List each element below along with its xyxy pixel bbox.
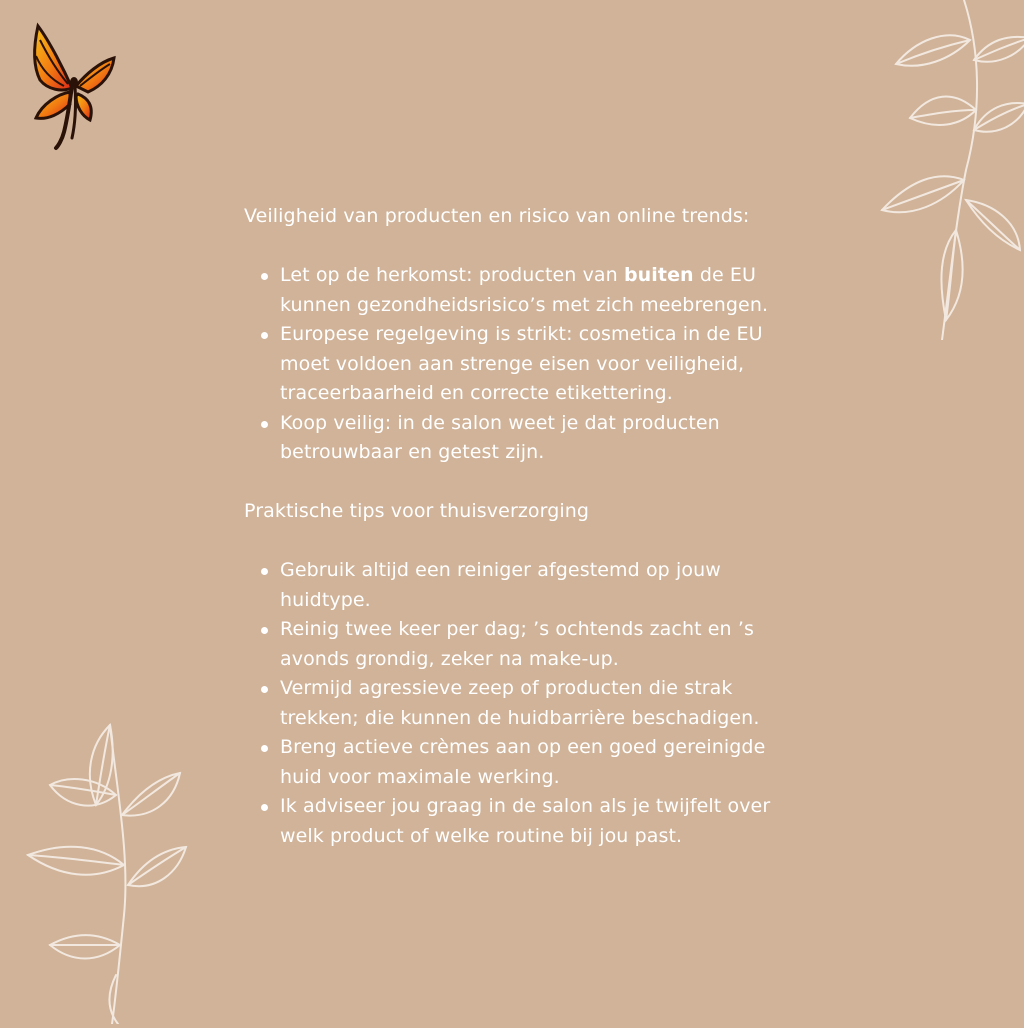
section-title-safety: Veiligheid van producten en risico van online trends: [244,205,750,227]
list-item: Reinig twee keer per dag; ’s ochtends zacht en ’s avonds grondig, zeker na make-up. [244,615,800,674]
list-item: Breng actieve crèmes aan op een goed gereinigde huid voor maximale werking. [244,733,800,792]
list-item: Ik adviseer jou graag in de salon als je twijfelt over welk product of welke routine bij jou past. [244,792,800,851]
leaf-branch-icon [870,0,1024,340]
list-item: Vermijd agressieve zeep of producten die strak trekken; die kunnen de huidbarrière beschadigen. [244,674,800,733]
list-item [244,261,800,320]
leaf-branch-top-right [870,0,1024,340]
list-item: Gebruik altijd een reiniger afgestemd op jouw huidtype. [244,556,800,615]
list-item: Europese regelgeving is strikt: cosmetica in de EU moet voldoen aan strenge eisen voor veiligheid, traceerbaarheid en correcte etikettering. [244,320,800,409]
tips-list [244,556,824,851]
butterfly-logo [28,20,120,152]
list-item: Koop veilig: in de salon weet je dat producten betrouwbaar en getest zijn. [244,409,800,468]
leaf-branch-icon [20,705,190,1024]
list-item-text: de EU kunnen gezondheidsrisico’s met zich meebrengen. [280,264,769,316]
list-item-bold-text: buiten [623,264,694,286]
butterfly-icon [28,20,120,152]
content-block [244,202,824,851]
safety-list [244,261,824,468]
list-item-text: Let op de herkomst: producten van [280,264,624,286]
section-title-tips: Praktische tips voor thuisverzorging [244,500,590,522]
leaf-branch-bottom-left [20,705,190,1024]
